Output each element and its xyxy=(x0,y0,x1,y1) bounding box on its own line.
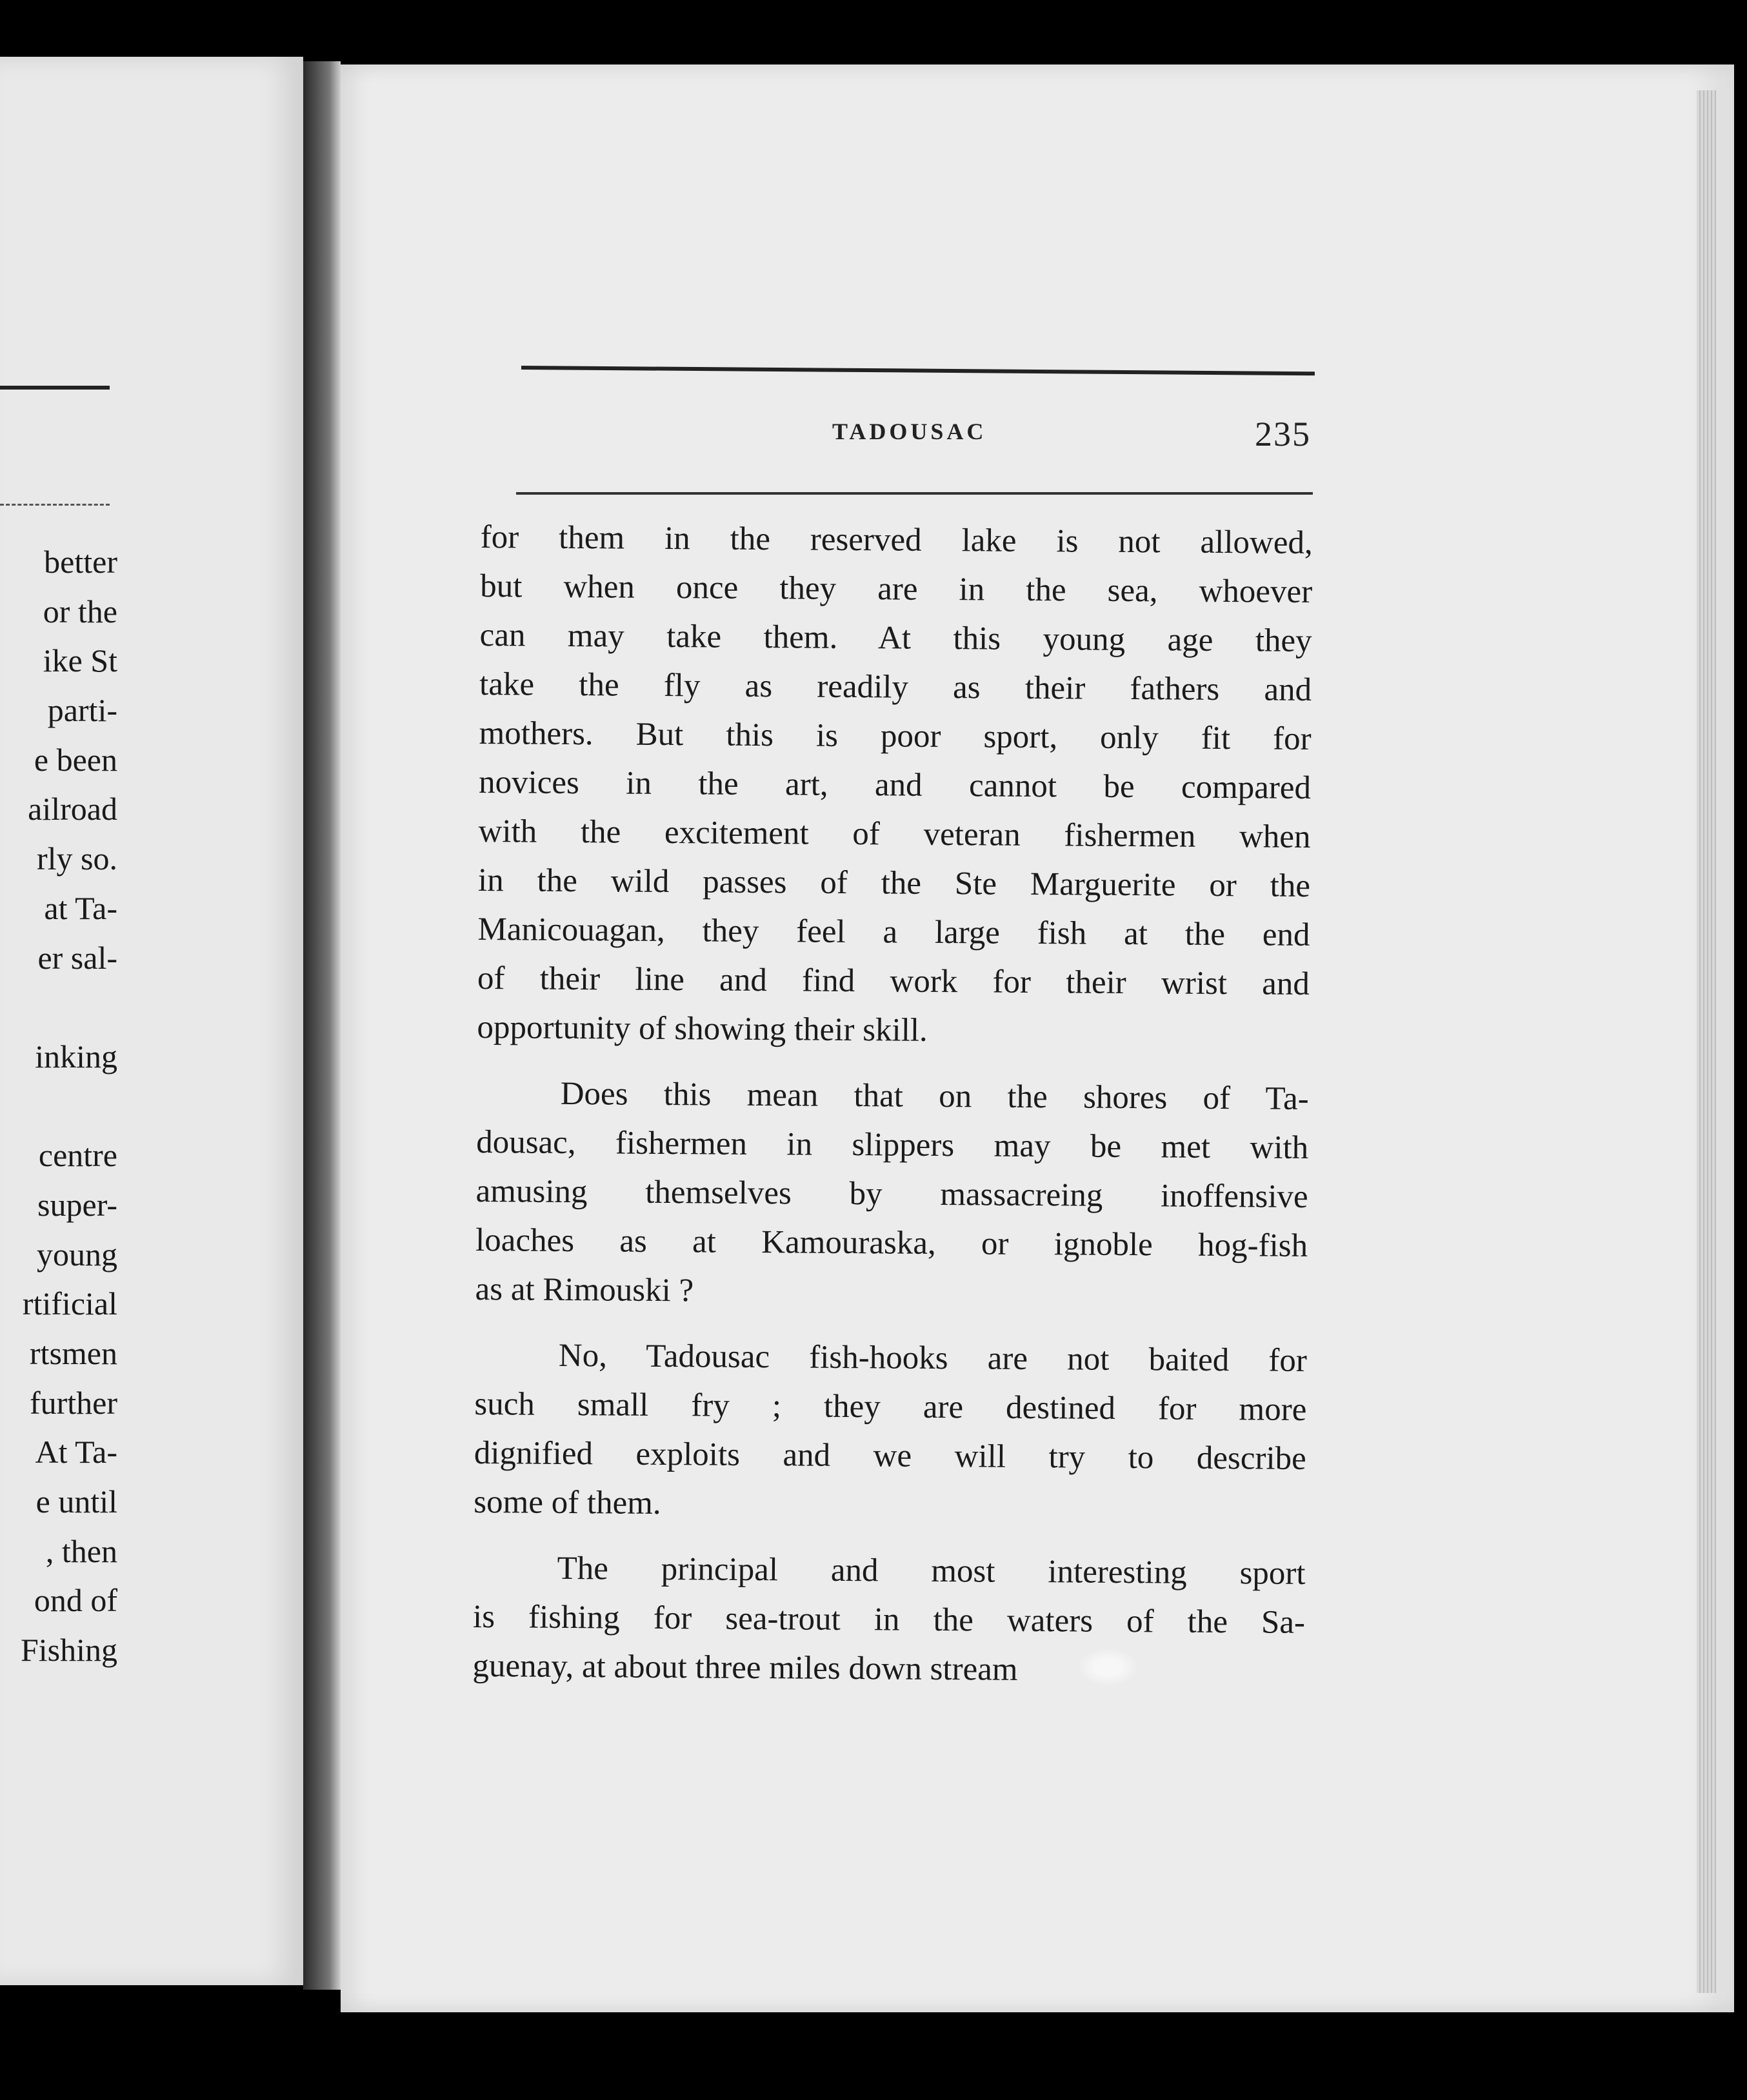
paragraph xyxy=(475,1069,1309,1320)
page-body-text xyxy=(472,513,1313,1713)
text-line: some of them. xyxy=(474,1483,661,1521)
previous-page-line-fragment: er sal- xyxy=(37,939,117,976)
paragraph xyxy=(474,1331,1307,1532)
previous-page-header-dashed-rule xyxy=(0,504,110,506)
header-bottom-rule xyxy=(516,492,1313,495)
text-line: is fishing for sea-trout in the waters of the Sa- xyxy=(472,1598,1306,1641)
previous-page-header-rule xyxy=(0,386,110,390)
previous-page-line-fragment: ailroad xyxy=(28,791,117,827)
text-line: Manicouagan, they feel a large fish at the end xyxy=(477,911,1310,953)
text-line: novices in the art, and cannot be compared xyxy=(478,764,1312,806)
previous-page-text-fragments xyxy=(0,537,117,1675)
text-line: can may take them. At this young age they xyxy=(479,617,1312,660)
previous-page-line-fragment: Fishing xyxy=(20,1632,117,1669)
text-line: The principal and most interesting sport xyxy=(557,1550,1306,1592)
text-line: No, Tadousac fish-hooks are not baited for xyxy=(558,1337,1308,1379)
text-line: of their line and find work for their wrist and xyxy=(477,960,1310,1002)
page-edge-stack xyxy=(1697,90,1716,1993)
previous-page-line-fragment: super- xyxy=(37,1186,117,1223)
text-line: but when once they are in the sea, whoever xyxy=(480,568,1313,611)
previous-page-line-fragment: centre xyxy=(38,1137,117,1174)
previous-page-line-fragment: further xyxy=(29,1384,117,1421)
text-line: amusing themselves by massacreing inoffensive xyxy=(475,1173,1308,1215)
text-line: for them in the reserved lake is not allowed, xyxy=(480,519,1313,562)
previous-page-line-fragment: or the xyxy=(43,593,117,629)
previous-page-line-fragment: inking xyxy=(35,1038,117,1075)
text-line: mothers. But this is poor sport, only fit for xyxy=(479,715,1312,757)
page-number: 235 xyxy=(1255,415,1311,453)
previous-page-line-fragment: at Ta- xyxy=(44,889,117,926)
text-line: dousac, fishermen in slippers may be met with xyxy=(475,1124,1309,1166)
text-line: with the excitement of veteran fishermen when xyxy=(478,813,1311,855)
previous-page-line-fragment xyxy=(0,982,117,1032)
previous-page-line-fragment xyxy=(0,1082,117,1131)
scan-smudge xyxy=(1077,1648,1139,1687)
paragraph xyxy=(472,1543,1306,1696)
text-line: opportunity of showing their skill. xyxy=(477,1009,928,1049)
previous-page-line-fragment: rtsmen xyxy=(29,1335,117,1371)
previous-page-line-fragment: e until xyxy=(35,1483,117,1520)
previous-page-line-fragment: rly so. xyxy=(37,840,117,877)
previous-page xyxy=(0,57,303,1985)
previous-page-line-fragment: parti- xyxy=(47,692,117,729)
previous-page-line-fragment: ond of xyxy=(34,1582,117,1619)
previous-page-line-fragment: ike St xyxy=(43,642,117,679)
text-line: dignified exploits and we will try to describe xyxy=(474,1434,1306,1477)
paragraph xyxy=(477,513,1313,1058)
previous-page-line-fragment: e been xyxy=(34,741,117,778)
previous-page-line-fragment: rtificial xyxy=(22,1285,117,1322)
book-gutter xyxy=(303,61,341,1990)
text-line: as at Rimouski ? xyxy=(475,1271,694,1309)
previous-page-line-fragment: At Ta- xyxy=(35,1434,117,1471)
text-line: such small fry ; they are destined for more xyxy=(474,1385,1307,1428)
previous-page-line-fragment: , then xyxy=(45,1532,117,1569)
text-line: in the wild passes of the Ste Marguerite or the xyxy=(477,862,1311,904)
text-line: loaches as at Kamouraska, or ignoble hog-fish xyxy=(475,1222,1308,1264)
text-line: take the fly as readily as their fathers and xyxy=(479,666,1312,708)
text-line: guenay, at about three miles down stream xyxy=(472,1647,1018,1688)
text-line: Does this mean that on the shores of Ta- xyxy=(560,1075,1309,1117)
previous-page-line-fragment: young xyxy=(37,1236,117,1273)
previous-page-line-fragment: better xyxy=(44,544,117,580)
running-title: TADOUSAC xyxy=(832,419,987,444)
